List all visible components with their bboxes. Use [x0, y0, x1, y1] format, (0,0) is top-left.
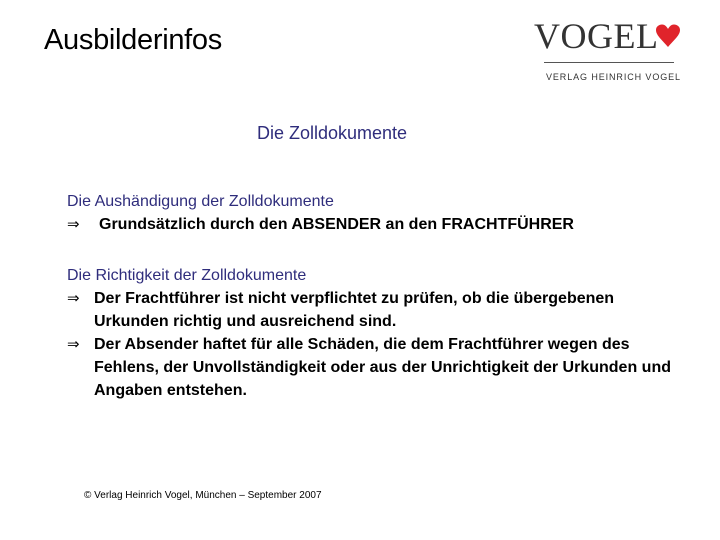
vogel-logo	[534, 16, 684, 82]
bullet-item	[67, 287, 687, 333]
heart-icon	[655, 24, 681, 48]
logo-divider	[544, 62, 674, 63]
implies-arrow-icon: ⇒	[67, 215, 80, 233]
bullet-text: Der Absender haftet für alle Schäden, die dem Frachtführer wegen des Fehlens, der Unvollständigkeit oder aus der Unrichtigkeit der Urkunden und Angaben entstehen.	[94, 336, 671, 399]
section-richtigkeit	[67, 264, 687, 402]
logo-wordmark: VOGEL	[534, 16, 659, 56]
logo-subtitle: VERLAG HEINRICH VOGEL	[546, 72, 681, 82]
slide-title: Die Zolldokumente	[256, 123, 408, 143]
bullet-item	[67, 213, 687, 236]
bullet-text: Grundsätzlich durch den ABSENDER an den FRACHTFÜHRER	[99, 216, 574, 233]
implies-arrow-icon: ⇒	[67, 335, 80, 353]
header-title: Ausbilderinfos	[44, 24, 222, 56]
section-heading: Die Aushändigung der Zolldokumente	[67, 193, 334, 210]
section-heading: Die Richtigkeit der Zolldokumente	[67, 267, 307, 284]
section-aushaendigung	[67, 190, 687, 236]
implies-arrow-icon: ⇒	[67, 289, 80, 307]
bullet-item	[67, 333, 687, 402]
bullet-text: Der Frachtführer ist nicht verpflichtet zu prüfen, ob die übergebenen Urkunden richtig und ausreichend sind.	[94, 290, 615, 330]
footer-copyright: © Verlag Heinrich Vogel, München – September 2007	[84, 490, 322, 501]
